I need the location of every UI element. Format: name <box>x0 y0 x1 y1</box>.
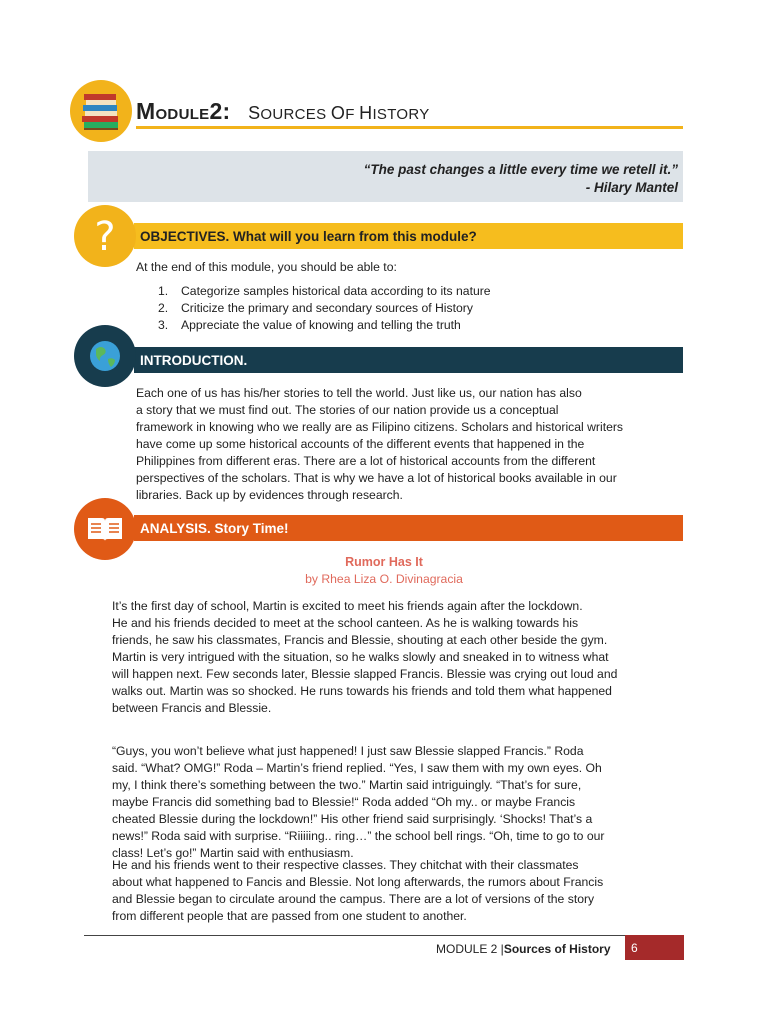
globe-icon <box>74 325 136 387</box>
footer-divider <box>84 935 625 936</box>
introduction-paragraph: Each one of us has his/her stories to tell the world. Just like us, our nation has also a story that we must find out. The stories of our nation provide us a conceptual framework in knowing who we really are as Filipino citizens. Scholars and historical writers have come up some historical accounts of the different events that happened in the Philippines from different eras. There are a lot of historical accounts from the different perspectives of the scholars. That is why we have a lot of historical books available in our libraries. Back up by evidences through research. <box>136 386 624 502</box>
objectives-list <box>158 284 491 335</box>
title-underline <box>136 126 683 129</box>
svg-text:?: ? <box>94 214 116 260</box>
analysis-heading: ANALYSIS. Story Time! <box>140 521 289 536</box>
open-book-icon <box>74 498 136 560</box>
page-number: 6 <box>631 941 638 955</box>
story-author: by Rhea Liza O. Divinagracia <box>305 572 463 586</box>
story-title: Rumor Has It <box>345 555 423 569</box>
books-icon <box>70 80 132 142</box>
list-item: 2. Criticize the primary and secondary sources of History <box>158 301 473 315</box>
module-title: MODULE2: SOURCES OF HISTORY <box>136 98 430 124</box>
footer-label: MODULE 2 |Sources of History <box>436 942 611 956</box>
story-paragraph-1: It’s the first day of school, Martin is excited to meet his friends again after the lockdown. He and his friends decided to meet at the school canteen. As he is walking towards his friends, he saw his classmates, Francis and Blessie, shouting at each other beside the gym. Martin is very intrigued with the situation, so he walks slowly and sneaked in to witness what will happen next. Few seconds later, Blessie slapped Francis. Blessie was crying out loud and walks out. Martin was so shocked. He runs towards his friends and told them what happened between Francis and Blessie. <box>112 599 618 715</box>
story-paragraph-3: He and his friends went to their respective classes. They chitchat with their classmates about what happened to Fancis and Blessie. Not long afterwards, the rumors about Francis and Blessie began to circulate around the campus. There are a lot of versions of the story from different people that are passed from one student to another. <box>112 858 604 923</box>
quote-author: - Hilary Mantel <box>585 180 678 195</box>
objectives-intro: At the end of this module, you should be able to: <box>136 260 397 274</box>
quote-text: “The past changes a little every time we retell it.” <box>363 162 678 177</box>
story-paragraph-2: “Guys, you won’t believe what just happened! I just saw Blessie slapped Francis.” Roda said. “What? OMG!” Roda – Martin’s friend replied. “Yes, I saw them with my own eyes. Oh my, I think there’s something between the two.” Martin said intriguingly. “That’s for sure, maybe Francis did something bad to Blessie!“ Roda added “Oh my.. or maybe Francis cheated Blessie during the lockdown!” His other friend said surprisingly. ‘Shocks! That’s a news!” Roda said with surprise. “Riiiiing.. ring…” the school bell rings. “Oh, time to go to our class! Let’s go!” Martin said with enthusiasm. <box>112 744 605 860</box>
introduction-heading: INTRODUCTION. <box>140 353 248 368</box>
question-icon <box>74 205 136 267</box>
list-item: 1. Categorize samples historical data according to its nature <box>158 284 491 298</box>
objectives-heading: OBJECTIVES. What will you learn from this module? <box>140 229 477 244</box>
list-item: 3. Appreciate the value of knowing and telling the truth <box>158 318 461 332</box>
